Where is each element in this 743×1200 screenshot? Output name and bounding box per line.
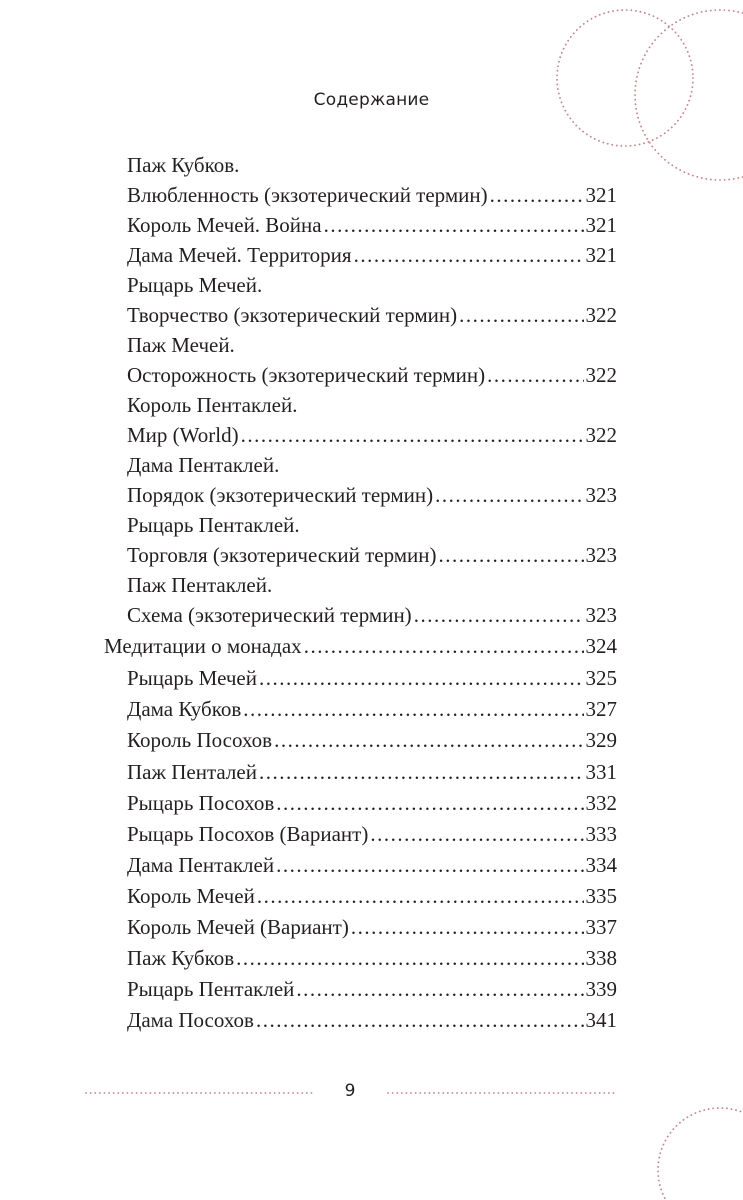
toc-entry-title: Осторожность (экзотерический термин) [127,363,486,387]
toc-entry-page: 339 [585,977,617,1001]
toc-entry-page: 335 [585,884,617,908]
toc-entry-page: 334 [585,853,617,877]
toc-entry-title: Порядок (экзотерический термин) [127,483,434,507]
toc-entry [127,725,617,755]
toc-entry-page: 322 [585,423,617,447]
toc-entry-page: 323 [585,603,617,627]
toc-entry [127,850,617,880]
toc-entry-title: Рыцарь Пентаклей. [127,513,300,537]
toc-entry-title: Паж Кубков [127,946,235,970]
toc-entry-page: 321 [585,183,617,207]
toc-dot-leader [351,912,584,942]
toc-entry [127,819,617,849]
toc-entry [127,150,239,180]
toc-entry [127,663,617,693]
toc-dot-leader [439,540,584,570]
toc-entry-page: 338 [585,946,617,970]
toc-dot-leader [257,881,584,911]
toc-entry [127,480,617,510]
toc-entry-title: Торговля (экзотерический термин) [127,543,437,567]
toc-entry-title: Влюбленность (экзотерический термин) [127,183,488,207]
toc-entry [127,974,617,1004]
toc-entry-page: 333 [585,822,617,846]
toc-entry-title: Медитации о монадах [104,634,302,658]
toc-entry-page: 322 [585,363,617,387]
toc-entry [127,450,279,480]
toc-entry [127,240,617,270]
toc-entry-page: 341 [585,1008,617,1032]
toc-entry [127,360,617,390]
toc-entry-page: 327 [585,697,617,721]
toc-entry [127,570,272,600]
toc-entry [127,757,617,787]
toc-dot-leader [487,360,583,390]
bottom-dotted-circle [658,1108,743,1200]
toc-dot-leader [414,600,584,630]
toc-entry [127,180,617,210]
toc-entry-page: 323 [585,483,617,507]
toc-dot-leader [259,663,584,693]
toc-entry-title: Дама Мечей. Территория [127,243,352,267]
toc-entry [127,300,617,330]
toc-entry-page: 325 [585,666,617,690]
toc-entry [127,420,617,450]
toc-dot-leader [256,1005,584,1035]
toc-dot-leader [435,480,583,510]
toc-dot-leader [274,725,583,755]
toc-entry [127,1005,617,1035]
toc-entry [127,270,262,300]
toc-entry-page: 332 [585,791,617,815]
toc-entry-title: Рыцарь Посохов [127,791,275,815]
toc-entry-page: 337 [585,915,617,939]
toc-entry-title: Король Посохов [127,728,273,752]
running-header: Содержание [313,90,430,110]
toc-entry-title: Король Мечей (Вариант) [127,915,349,939]
toc-dot-leader [370,819,583,849]
toc-entry [127,390,297,420]
toc-entry-title: Паж Пентаклей. [127,573,273,597]
toc-entry-title: Король Мечей. Война [127,213,322,237]
toc-entry-page: 321 [585,213,617,237]
toc-dot-leader [304,631,584,661]
toc-entry-title: Рыцарь Мечей [127,666,257,690]
toc-entry-title: Король Мечей [127,884,255,908]
toc-entry-title: Творчество (экзотерический термин) [127,303,458,327]
toc-entry-page: 331 [585,760,617,784]
toc-entry [127,540,617,570]
toc-dot-leader [296,974,583,1004]
toc-entry-title: Паж Кубков. [127,153,240,177]
toc-entry [104,631,617,661]
toc-dot-leader [324,210,584,240]
toc-entry-page: 329 [585,728,617,752]
toc-entry-title: Дама Посохов [127,1008,254,1032]
toc-entry [127,788,617,818]
toc-entry-title: Дама Пентаклей [127,853,275,877]
toc-entry [127,510,300,540]
toc-entry [127,881,617,911]
toc-dot-leader [490,180,584,210]
toc-entry [127,330,235,360]
toc-entry-page: 323 [585,543,617,567]
toc-dot-leader [236,943,583,973]
toc-entry [127,943,617,973]
toc-entry-title: Король Пентаклей. [127,393,298,417]
toc-entry [127,600,617,630]
toc-entry [127,694,617,724]
toc-entry [127,912,617,942]
toc-entry-title: Паж Мечей. [127,333,235,357]
toc-entry-title: Рыцарь Посохов (Вариант) [127,822,369,846]
toc-entry-title: Схема (экзотерический термин) [127,603,412,627]
toc-dot-leader [259,757,584,787]
top-dotted-circle-left [557,10,693,146]
toc-entry-title: Мир (World) [127,423,239,447]
toc-dot-leader [276,788,583,818]
toc-dot-leader [241,420,584,450]
toc-dot-leader [459,300,583,330]
page-number: 9 [344,1081,356,1101]
toc-entry-title: Дама Пентаклей. [127,453,280,477]
toc-dot-leader [276,850,583,880]
toc-entry-title: Рыцарь Мечей. [127,273,263,297]
toc-entry [127,210,617,240]
toc-entry-title: Рыцарь Пентаклей [127,977,295,1001]
toc-entry-title: Дама Кубков [127,697,242,721]
toc-dot-leader [354,240,584,270]
toc-entry-page: 322 [585,303,617,327]
toc-entry-page: 324 [585,634,617,658]
toc-entry-page: 321 [585,243,617,267]
toc-dot-leader [243,694,583,724]
toc-entry-title: Паж Пенталей [127,760,257,784]
